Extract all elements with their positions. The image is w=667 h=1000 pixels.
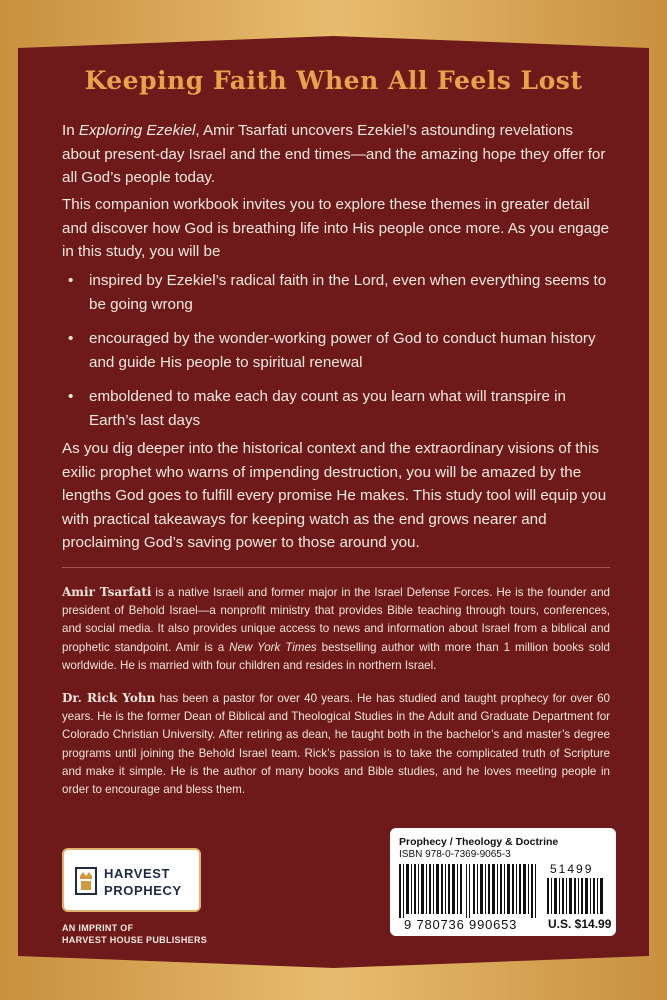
bullet-icon: • (68, 388, 74, 405)
list-item (62, 269, 610, 316)
intro-paragraph (62, 119, 610, 190)
book-title: Exploring Ezekiel (78, 122, 196, 139)
author-bio-yohn (62, 689, 610, 799)
isbn: ISBN 978-0-7369-9065-3 (399, 849, 511, 860)
list-item-text: emboldened to make each day count as you learn what will transpire in Earth’s last days (89, 388, 566, 429)
intro-lead: In (62, 122, 79, 139)
author-name: Dr. Rick Yohn (62, 691, 156, 705)
list-item-text: inspired by Ezekiel’s radical faith in the Lord, even when everything seems to be going wrong (89, 272, 607, 313)
barcode-supplement: 51499 (550, 862, 594, 876)
barcode-number: 9 780736 990653 (404, 917, 518, 932)
headline: Keeping Faith When All Feels Lost (84, 66, 583, 95)
barcode-icon (399, 864, 539, 918)
bio-text: is a native Israeli and former major in the Israel Defense Forces. He is the founder and president of Behold Israel—a nonprofit ministry that provides Bible teaching through tours, conferences, and social media. It also provides unique access to news and information about Israel from a biblical and prophetic standpoint. Amir is a (62, 586, 610, 654)
imprint-text (62, 922, 222, 946)
list-item (62, 327, 610, 374)
author-bio-tsarfati (62, 583, 610, 675)
bio-italic: New York Times (229, 640, 317, 654)
benefit-list (62, 269, 610, 443)
intro-rest: , Amir Tsarfati uncovers Ezekiel’s astounding revelations about present-day Israel and the end times—and the amazing hope they offer for all God’s people today. (62, 122, 606, 186)
bio-text-end: bestselling author with more than 1 million books sold worldwide. He is married with four children and resides in northern Israel. (62, 640, 611, 672)
logo-text-harvest: HARVEST (104, 866, 171, 881)
imprint-line-2: HARVEST HOUSE PUBLISHERS (62, 935, 208, 945)
bio-text: has been a pastor for over 40 years. He has studied and taught prophecy for over 60 years. He is the former Dean of Biblical and Theological Studies in the Adult and Graduate Department for Colorado Christian University. After retiring as dean, he taught both in the bachelor’s and master’s degree programs until joining the Behold Israel team. Rick’s passion is to take the complicated truth of Scripture and make it simple. He is the author of many books and Bible studies, and he loves meeting people in order to encourage and bless them. (62, 692, 610, 797)
bullet-icon: • (68, 272, 74, 289)
list-item-text: encouraged by the wonder-working power of God to conduct human history and guide His people to spiritual renewal (89, 330, 596, 371)
divider (62, 567, 610, 568)
logo-text-prophecy: PROPHECY (104, 883, 182, 898)
harvest-crown-icon (74, 864, 98, 896)
author-name: Amir Tsarfati (62, 585, 152, 599)
imprint-line-1: AN IMPRINT OF (62, 923, 134, 933)
price: U.S. $14.99 (548, 917, 612, 931)
bullet-icon: • (68, 330, 74, 347)
publisher-logo (62, 848, 201, 912)
workbook-paragraph: This companion workbook invites you to explore these themes in greater detail and discover how God is breathing life into His people once more. As you engage in this study, you will be (62, 196, 610, 260)
list-item (62, 385, 610, 432)
closing-paragraph: As you dig deeper into the historical context and the extraordinary visions of this exilic prophet who warns of impending destruction, you will be amazed by the lengths God goes to fulfill every promise He makes. This study tool will equip you with practical takeaways for keeping watch as the end grows nearer and proclaiming God’s saving power to those around you. (62, 440, 607, 551)
barcode-box (390, 828, 616, 936)
book-category: Prophecy / Theology & Doctrine (399, 836, 559, 848)
